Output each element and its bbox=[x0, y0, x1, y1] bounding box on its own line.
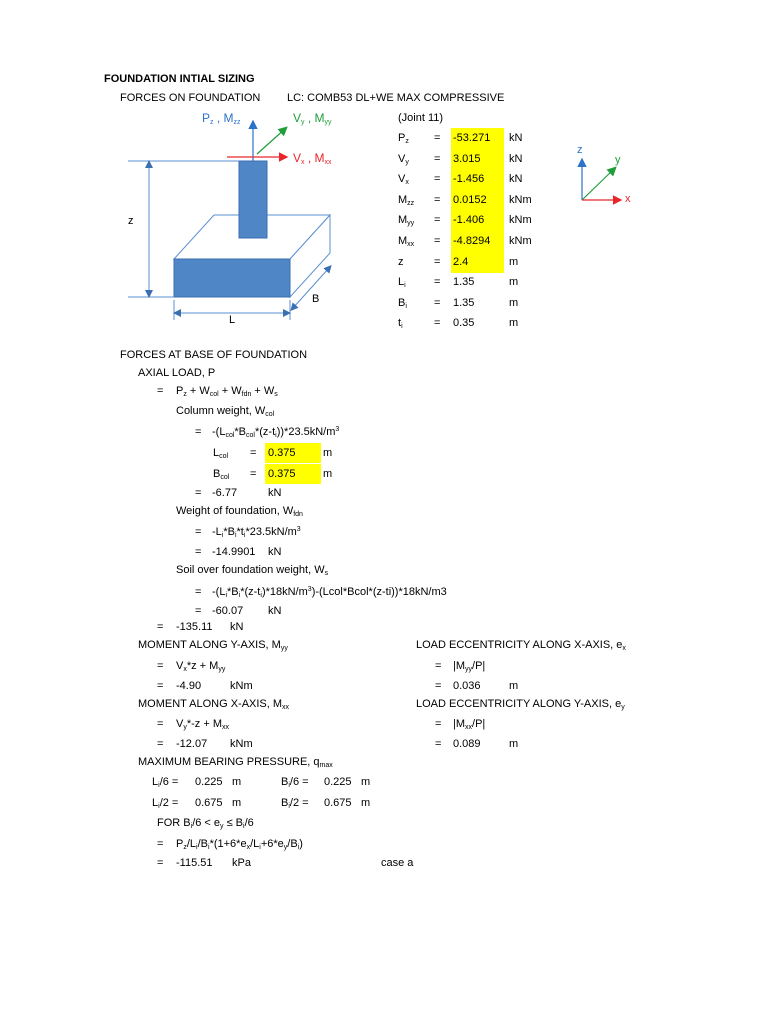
axis-z-label: z bbox=[577, 144, 583, 156]
input-unit: kN bbox=[509, 153, 523, 165]
b2-value: 0.675 bbox=[324, 797, 352, 809]
axial-heading: AXIAL LOAD, P bbox=[138, 367, 216, 379]
l6-unit: m bbox=[232, 776, 242, 788]
input-value: 1.35 bbox=[453, 276, 475, 288]
ecc-x-value: 0.036 bbox=[453, 680, 481, 692]
input-value[interactable]: -4.8294 bbox=[453, 235, 491, 247]
load-case: LC: COMB53 DL+WE MAX COMPRESSIVE bbox=[287, 92, 505, 104]
eq-sign: = bbox=[250, 468, 257, 480]
axial-formula: $P_z + W_{col} + W_{fdn} + W_s$ bbox=[176, 385, 278, 398]
eq-sign: = bbox=[195, 487, 202, 499]
eq-sign: = bbox=[434, 276, 441, 288]
bearing-value: -115.51 bbox=[176, 857, 213, 869]
soil-unit: kN bbox=[268, 605, 282, 617]
column bbox=[239, 161, 267, 238]
eq-sign: = bbox=[435, 738, 442, 750]
input-value[interactable]: -1.406 bbox=[453, 214, 485, 226]
input-value[interactable]: 2.4 bbox=[453, 256, 469, 268]
input-unit: kN bbox=[509, 132, 523, 144]
input-value: 0.35 bbox=[453, 317, 475, 329]
soil-heading: Soil over foundation weight, $W_s$ bbox=[176, 564, 329, 577]
input-symbol: $t_i$ bbox=[398, 317, 403, 330]
eq-sign: = bbox=[157, 621, 164, 633]
input-unit: m bbox=[509, 256, 519, 268]
l2-value: 0.675 bbox=[195, 797, 223, 809]
input-symbol: $V_y$ bbox=[398, 153, 409, 166]
eq-sign: = bbox=[434, 235, 441, 247]
eq-sign: = bbox=[434, 317, 441, 329]
dim-l-label: L bbox=[229, 314, 236, 326]
ecc-y-formula: $|M_{xx}/P|$ bbox=[453, 718, 486, 731]
input-value: 1.35 bbox=[453, 297, 475, 309]
eq-sign: = bbox=[195, 605, 202, 617]
eq-sign: = bbox=[434, 194, 441, 206]
dim-z-label: z bbox=[128, 215, 134, 227]
vy-myy-label: $V_y$ , $M_{yy}$ bbox=[293, 111, 332, 126]
eq-sign: = bbox=[434, 256, 441, 268]
eq-sign: = bbox=[195, 526, 202, 538]
axial-unit: kN bbox=[230, 621, 244, 633]
pz-mzz-label: $P_z$ , $M_{zz}$ bbox=[202, 111, 241, 126]
moment-y-heading: MOMENT ALONG Y-AXIS, $M_{yy}$ bbox=[138, 639, 288, 652]
eq-sign: = bbox=[435, 718, 442, 730]
b2-unit: m bbox=[361, 797, 371, 809]
axis-x-label: x bbox=[625, 193, 631, 205]
eq-sign: = bbox=[434, 173, 441, 185]
axis-y-label: y bbox=[615, 154, 621, 166]
bcol-input[interactable]: 0.375 bbox=[268, 468, 296, 480]
ecc-y-heading: LOAD ECCENTRICITY ALONG Y-AXIS, $e_y$ bbox=[416, 698, 625, 711]
b2-label: $B_i/2$ = bbox=[281, 797, 309, 810]
base-heading: FORCES AT BASE OF FOUNDATION bbox=[120, 349, 308, 361]
moment-x-heading: MOMENT ALONG X-AXIS, $M_{xx}$ bbox=[138, 698, 290, 711]
eq-sign: = bbox=[157, 680, 164, 692]
eq-sign: = bbox=[195, 426, 202, 438]
input-symbol: $V_x$ bbox=[398, 173, 409, 186]
lcol-unit: m bbox=[323, 447, 333, 459]
colweight-heading: Column weight, $W_{col}$ bbox=[176, 405, 275, 418]
bearing-condition: FOR $B_i/6 < e_y \le B_i/6$ bbox=[157, 817, 254, 830]
fdnweight-value: -14.9901 bbox=[212, 546, 256, 558]
bearing-case: case a bbox=[381, 857, 414, 869]
eq-sign: = bbox=[157, 718, 164, 730]
input-value[interactable]: 0.0152 bbox=[453, 194, 487, 206]
eq-sign: = bbox=[157, 857, 164, 869]
input-unit: m bbox=[509, 276, 519, 288]
vx-mxx-label: $V_x$ , $M_{xx}$ bbox=[293, 151, 332, 166]
input-symbol: $M_{xx}$ bbox=[398, 235, 415, 248]
dim-b-label: B bbox=[312, 293, 320, 305]
b6-unit: m bbox=[361, 776, 371, 788]
ecc-x-heading: LOAD ECCENTRICITY ALONG X-AXIS, $e_x$ bbox=[416, 639, 626, 652]
eq-sign: = bbox=[434, 297, 441, 309]
moment-x-value: -12.07 bbox=[176, 738, 208, 750]
ecc-y-value: 0.089 bbox=[453, 738, 481, 750]
fdnweight-heading: Weight of foundation, $W_{fdn}$ bbox=[176, 505, 303, 518]
eq-sign: = bbox=[195, 546, 202, 558]
moment-y-value: -4.90 bbox=[176, 680, 202, 692]
l2-unit: m bbox=[232, 797, 242, 809]
l2-label: $L_i/2$ = bbox=[152, 797, 179, 810]
eq-sign: = bbox=[435, 660, 442, 672]
page-title: FOUNDATION INTIAL SIZING bbox=[104, 73, 255, 85]
input-value[interactable]: -1.456 bbox=[453, 173, 485, 185]
eq-sign: = bbox=[434, 153, 441, 165]
eq-sign: = bbox=[435, 680, 442, 692]
moment-x-unit: kNm bbox=[230, 738, 253, 750]
eq-sign: = bbox=[157, 660, 164, 672]
input-value[interactable]: -53.271 bbox=[453, 132, 491, 144]
input-unit: kNm bbox=[509, 214, 532, 226]
input-symbol: $L_i$ bbox=[398, 276, 406, 289]
eq-sign: = bbox=[434, 214, 441, 226]
l6-value: 0.225 bbox=[195, 776, 223, 788]
b6-value: 0.225 bbox=[324, 776, 352, 788]
eq-sign: = bbox=[195, 586, 202, 598]
input-unit: kNm bbox=[509, 235, 532, 247]
soil-formula: $-(L_i*B_i*(z-t_i)*18kN/m^3)-(Lcol*Bcol*(z-ti))*18kN/m3$ bbox=[212, 586, 447, 599]
input-symbol: $M_{zz}$ bbox=[398, 194, 415, 207]
ecc-x-formula: $|M_{yy}/P|$ bbox=[453, 660, 486, 673]
forces-heading: FORCES ON FOUNDATION bbox=[120, 92, 261, 104]
colweight-value: -6.77 bbox=[212, 487, 238, 499]
ecc-x-unit: m bbox=[509, 680, 519, 692]
input-unit: m bbox=[509, 297, 519, 309]
moment-x-formula: $V_y*-z + M_{xx}$ bbox=[176, 718, 229, 731]
eq-sign: = bbox=[157, 738, 164, 750]
input-value[interactable]: 3.015 bbox=[453, 153, 481, 165]
axial-value: -135.11 bbox=[176, 621, 213, 633]
fdnweight-unit: kN bbox=[268, 546, 282, 558]
bearing-heading: MAXIMUM BEARING PRESSURE, $q_{max}$ bbox=[138, 756, 333, 769]
input-symbol: $B_i$ bbox=[398, 297, 407, 310]
input-symbol: $M_{yy}$ bbox=[398, 214, 415, 227]
fdnweight-formula: $-L_i*B_i*t_i*23.5kN/m^3$ bbox=[212, 526, 301, 539]
soil-value: -60.07 bbox=[212, 605, 244, 617]
b6-label: $B_i/6$ = bbox=[281, 776, 309, 789]
input-unit: kNm bbox=[509, 194, 532, 206]
joint-label: (Joint 11) bbox=[398, 112, 444, 124]
ecc-y-unit: m bbox=[509, 738, 519, 750]
lcol-input[interactable]: 0.375 bbox=[268, 447, 296, 459]
eq-sign: = bbox=[434, 132, 441, 144]
bearing-unit: kPa bbox=[232, 857, 251, 869]
bearing-formula: $P_z/L_i/B_i*(1+6*e_x/L_i+6*e_y/B_i)$ bbox=[176, 838, 303, 851]
bcol-unit: m bbox=[323, 468, 333, 480]
eq-sign: = bbox=[157, 385, 164, 397]
input-unit: kN bbox=[509, 173, 523, 185]
input-unit: m bbox=[509, 317, 519, 329]
input-symbol: z bbox=[398, 256, 404, 268]
eq-sign: = bbox=[250, 447, 257, 459]
lcol-symbol: $L_{col}$ bbox=[213, 447, 229, 460]
l6-label: $L_i/6$ = bbox=[152, 776, 179, 789]
eq-sign: = bbox=[157, 838, 164, 850]
moment-y-unit: kNm bbox=[230, 680, 253, 692]
bcol-symbol: $B_{col}$ bbox=[213, 468, 230, 481]
moment-y-formula: $V_x*z + M_{yy}$ bbox=[176, 660, 226, 673]
colweight-unit: kN bbox=[268, 487, 282, 499]
input-symbol: $P_z$ bbox=[398, 132, 409, 145]
colweight-formula: $-(L_{col}*B_{col}*(z-t_i))*23.5kN/m^3$ bbox=[212, 426, 340, 439]
